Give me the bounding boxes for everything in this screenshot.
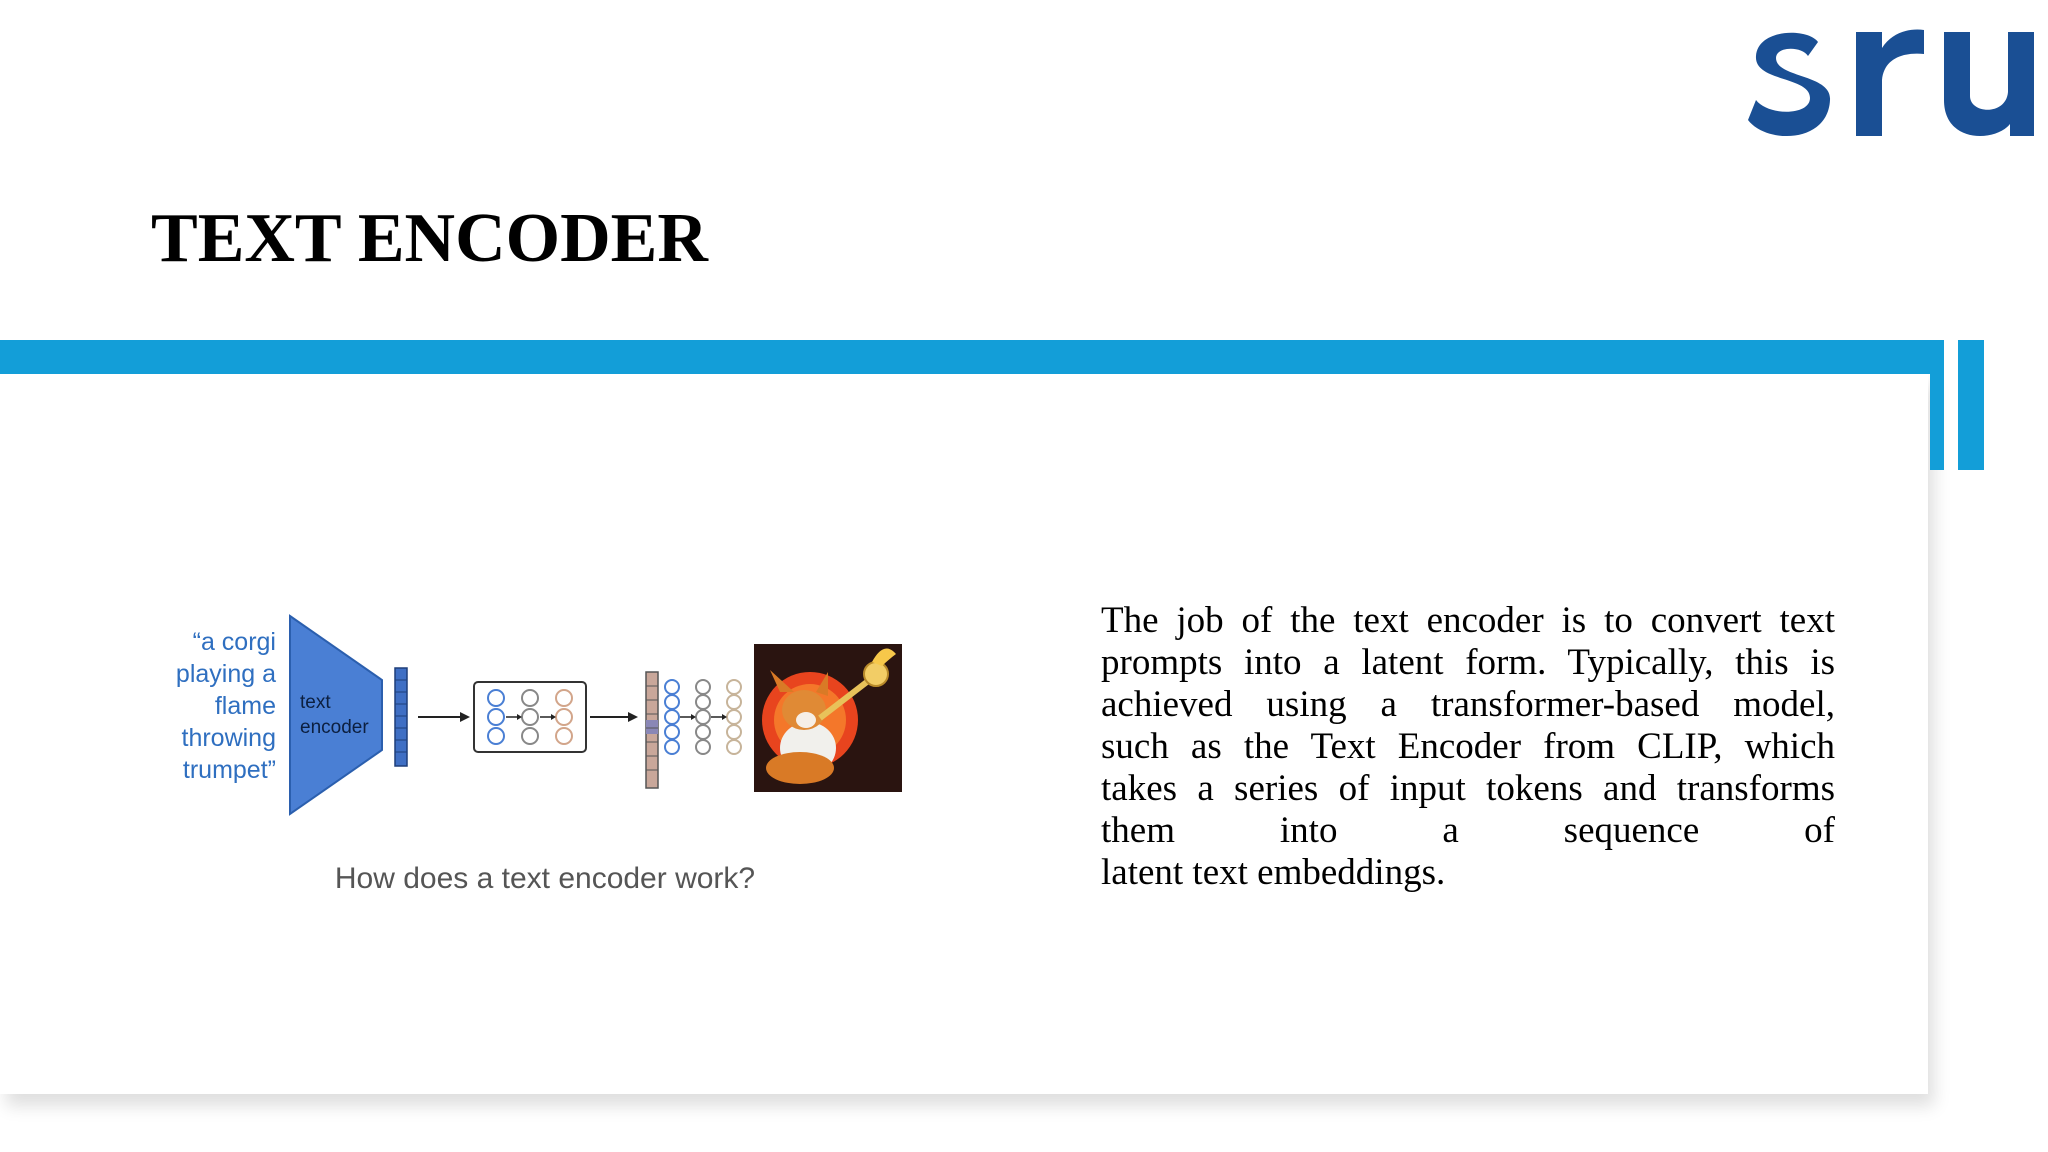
body-line: latent text embeddings. xyxy=(1101,852,1446,893)
body-line: achieved using a transformer-based model, xyxy=(1101,684,1835,725)
prompt-line: throwing xyxy=(181,724,276,752)
body-line: The job of the text encoder is to convert text xyxy=(1101,600,1835,641)
svg-text:text: text xyxy=(300,692,331,713)
prompt-line: flame xyxy=(214,692,276,720)
corgi-trumpet-image xyxy=(754,644,902,792)
neural-network-icon xyxy=(474,682,586,752)
decoder-network-icon xyxy=(665,680,741,754)
prompt-line: trumpet” xyxy=(182,756,276,784)
sru-logo xyxy=(1748,20,2038,144)
header-bar-accent-inner xyxy=(1930,340,1944,470)
slide-title: TEXT ENCODER xyxy=(151,200,708,277)
prompt-line: “a corgi xyxy=(192,628,276,656)
arrow-right-icon xyxy=(418,712,470,722)
body-line: them into a sequence of xyxy=(1101,810,1835,851)
header-bar-accent-outer xyxy=(1958,340,1984,470)
latent-vector-icon xyxy=(646,672,658,788)
header-bar xyxy=(0,340,1944,374)
body-line: prompts into a latent form. Typically, this is xyxy=(1101,642,1835,683)
body-line: such as the Text Encoder from CLIP, which xyxy=(1101,726,1835,767)
encoder-block xyxy=(290,616,382,814)
prompt-line: playing a xyxy=(175,660,276,688)
prompt-text xyxy=(176,628,276,784)
text-encoder-diagram xyxy=(160,600,920,840)
embedding-vector-icon xyxy=(395,668,407,766)
svg-text:encoder: encoder xyxy=(300,717,369,738)
diagram-caption: How does a text encoder work? xyxy=(334,862,756,895)
arrow-right-icon xyxy=(590,712,638,722)
body-line: takes a series of input tokens and transforms xyxy=(1101,768,1835,809)
body-paragraph xyxy=(1101,600,1835,894)
